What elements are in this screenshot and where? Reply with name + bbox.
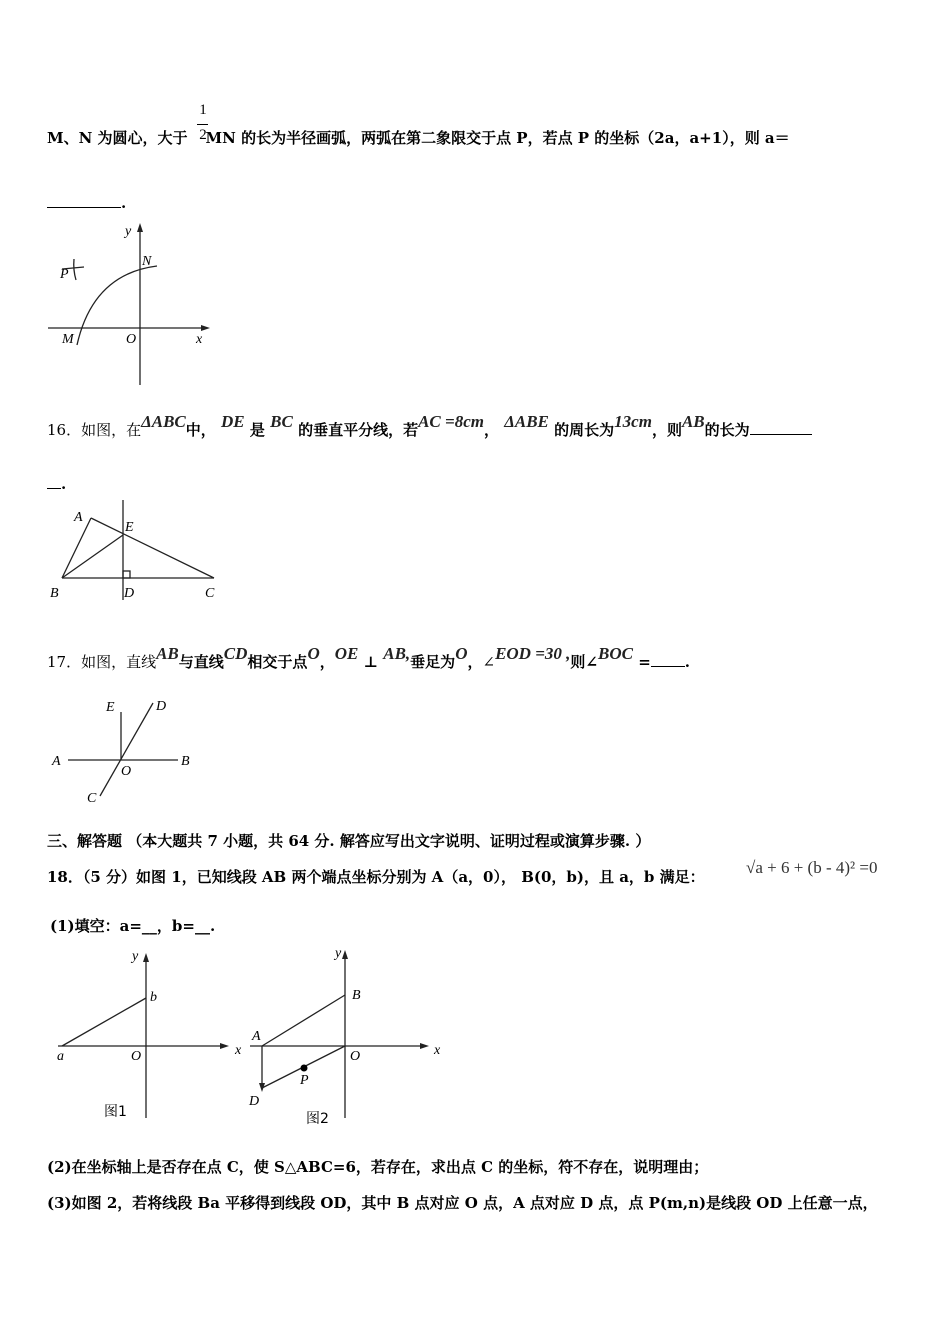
- q16-t7: 的长为: [704, 421, 750, 439]
- q17-t2: 相交于点: [247, 653, 308, 671]
- fig2-label-p: P: [300, 1073, 309, 1088]
- q17-number: 17．如图，直线: [47, 653, 157, 671]
- q18-sub1: (1)填空：a=__，b=__.: [50, 917, 216, 935]
- arc-m: [77, 266, 157, 345]
- q18-figure1: [58, 953, 229, 1118]
- fig1-label-b: b: [150, 990, 157, 1005]
- fig2-y-arrow: [342, 950, 348, 959]
- fig1-segment-ab: [62, 998, 146, 1046]
- q17-eod: EOD =30 ,: [495, 644, 571, 663]
- line-cd: [100, 703, 153, 796]
- q18-figure2: [250, 950, 429, 1118]
- fig2-label-x: x: [434, 1043, 441, 1058]
- right-angle-mark: [123, 571, 130, 578]
- q18-formula: √a + 6 + (b - 4)² =0: [746, 858, 878, 877]
- q15-label-p: P: [60, 267, 69, 282]
- q17-line: [47, 644, 690, 672]
- q16-number: 16．如图，在: [47, 421, 142, 439]
- q16-line1: [47, 412, 812, 440]
- q15-label-o: O: [126, 332, 137, 347]
- fig2-label-y: y: [335, 946, 342, 961]
- q16-t4: ，: [483, 421, 499, 439]
- arc-p-v: [74, 259, 76, 280]
- section-heading: 三、解答题 （本大题共 7 小题，共 64 分. 解答应写出文字说明、证明过程或演算步骤. ）: [47, 832, 651, 850]
- fraction-numerator: 1: [199, 102, 207, 118]
- q17-o2: O: [455, 644, 468, 663]
- q15-label-n: N: [142, 254, 152, 269]
- answer-blank[interactable]: [750, 434, 812, 435]
- fig2-segment-ab: [262, 995, 345, 1046]
- fig1-label-o: O: [131, 1049, 142, 1064]
- seg-be: [62, 535, 123, 578]
- q16-label-b: B: [50, 586, 59, 601]
- q17-oe: OE: [334, 644, 359, 663]
- q17-label-e: E: [106, 700, 115, 715]
- q18-sub2: (2)在坐标轴上是否存在点 C，使 S△ABC=6，若存在，求出点 C 的坐标，符不存在，说明理由；: [47, 1158, 709, 1176]
- q16-label-d: D: [124, 586, 135, 601]
- fraction-denominator: 2: [199, 127, 207, 143]
- q17-o: O: [307, 644, 320, 663]
- q17-t1: 与直线: [178, 653, 224, 671]
- q15-figure: [48, 223, 210, 385]
- q16-label-a: A: [74, 510, 83, 525]
- q17-t4: 垂足为: [410, 653, 456, 671]
- q17-t7: =: [638, 653, 651, 671]
- q17-end: .: [684, 653, 690, 671]
- fig1-y-arrow: [143, 953, 149, 962]
- q16-t6: ，则: [651, 421, 682, 439]
- q15-label-y: y: [125, 224, 132, 239]
- fig2-label-o: O: [350, 1049, 361, 1064]
- q16-label-c: C: [205, 586, 215, 601]
- q17-label-b: B: [181, 754, 190, 769]
- q16-ab: AB: [681, 412, 705, 431]
- q15-end: .: [121, 194, 127, 212]
- q17-perp: ⊥: [363, 653, 378, 671]
- q15-text-b: MN 的长为半径画弧，两弧在第二象限交于点 P，若点 P 的坐标（2a，a+1），则 a＝: [205, 129, 790, 147]
- q17-t6: 则∠: [570, 653, 598, 671]
- q16-end: .: [61, 475, 67, 493]
- seg-ac: [91, 518, 214, 578]
- fig2-point-p: [301, 1065, 308, 1072]
- fig1-label-a: a: [57, 1049, 64, 1064]
- q17-t3: ，: [319, 653, 335, 671]
- x-arrow: [201, 325, 210, 331]
- fig2-label-b: B: [352, 988, 361, 1003]
- q18-line1: [47, 867, 705, 887]
- q16-t2: 是: [249, 421, 265, 439]
- answer-blank-cont[interactable]: [47, 488, 61, 489]
- q17-ang: ∠: [482, 653, 496, 671]
- q17-label-o: O: [121, 764, 132, 779]
- q16-t3: 的垂直平分线，若: [298, 421, 419, 439]
- fig1-label-y: y: [132, 949, 139, 964]
- q17-label-d: D: [156, 699, 167, 714]
- q16-de: DE: [221, 412, 245, 431]
- q16-line2: [47, 474, 66, 494]
- q17-boc: BOC: [597, 644, 633, 663]
- fig1-label-x: x: [235, 1043, 242, 1058]
- q16-t1: 中，: [185, 421, 216, 439]
- seg-ba: [62, 518, 91, 578]
- y-arrow: [137, 223, 143, 232]
- q17-label-a: A: [52, 754, 61, 769]
- fig2-label-d: D: [249, 1094, 260, 1109]
- fig2-label-a: A: [252, 1029, 261, 1044]
- q16-tri: ΔABC: [141, 412, 186, 431]
- q17-ab: AB: [156, 644, 179, 663]
- q16-bc: BC: [270, 412, 293, 431]
- fig2-caption: 图2: [306, 1111, 329, 1127]
- q17-label-c: C: [87, 791, 97, 806]
- q17-cd: CD: [223, 644, 248, 663]
- q17-figure: [68, 703, 178, 796]
- q16-ac: AC =8cm: [418, 412, 484, 431]
- q18-intro: 18．（5 分）如图 1，已知线段 AB 两个端点坐标分别为 A（a，0）， B(0，b)，且 a，b 满足：: [47, 868, 705, 886]
- q16-per: 13cm: [614, 412, 652, 431]
- q15-label-x: x: [196, 332, 203, 347]
- q17-ab2: AB,: [383, 644, 411, 663]
- q18-sub3: (3)如图 2，若将线段 Ba 平移得到线段 OD，其中 B 点对应 O 点，A 点对应 D 点，点 P(m,n)是线段 OD 上任意一点，: [47, 1194, 878, 1212]
- q15-label-m: M: [62, 332, 74, 347]
- fig1-x-arrow: [220, 1043, 229, 1049]
- q15-text-a: M、N 为圆心，大于: [47, 129, 188, 147]
- q16-figure: [62, 500, 214, 600]
- fig2-x-arrow: [420, 1043, 429, 1049]
- answer-blank[interactable]: [651, 666, 685, 667]
- q17-t5: ，: [467, 653, 483, 671]
- q16-abe: ΔABE: [504, 412, 549, 431]
- q16-t5: 的周长为: [554, 421, 615, 439]
- q16-label-e: E: [125, 520, 134, 535]
- fig1-caption: 图1: [104, 1104, 127, 1120]
